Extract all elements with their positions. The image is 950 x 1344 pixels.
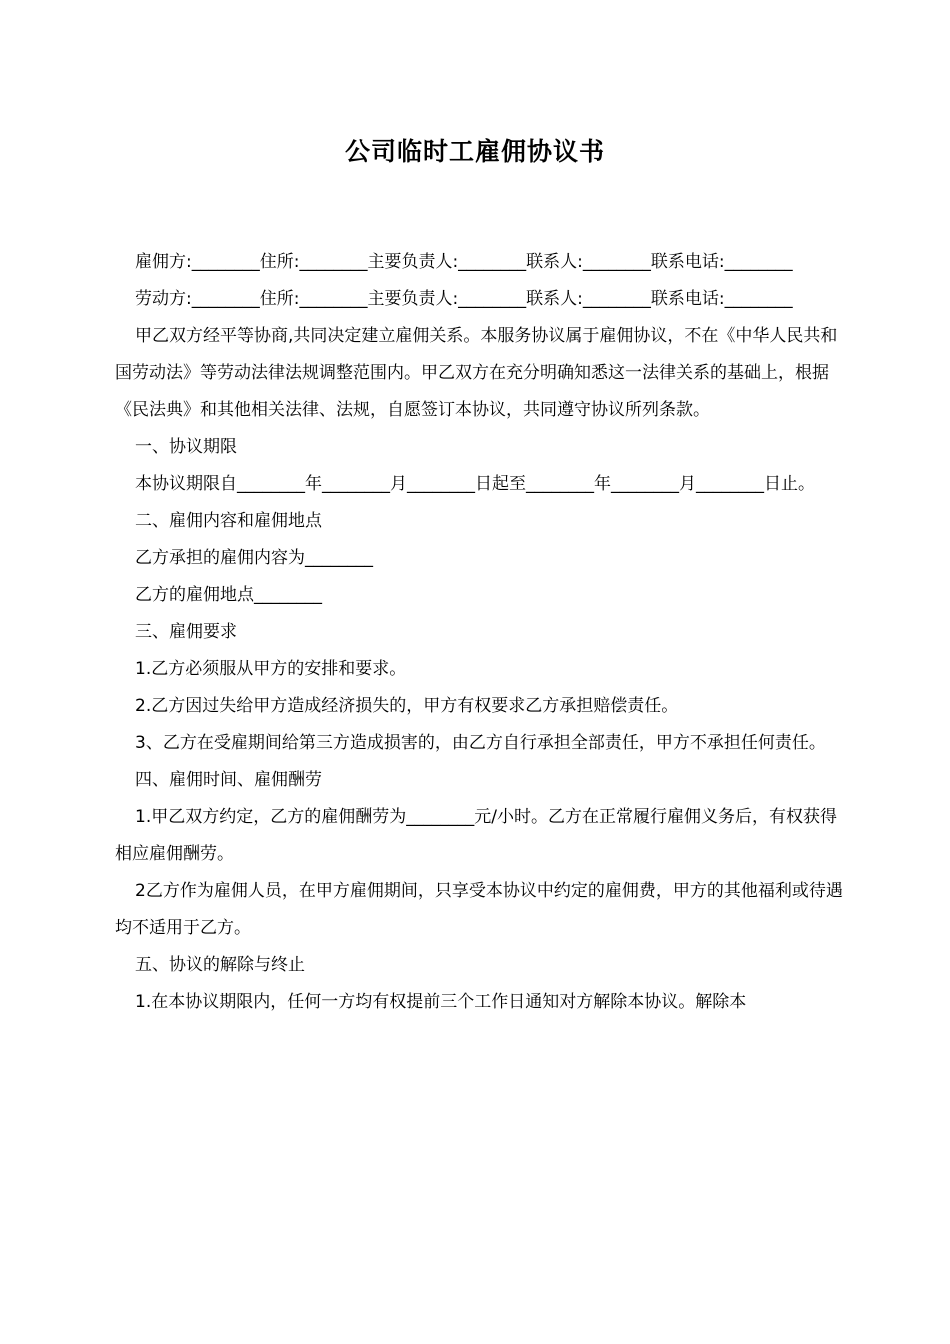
section-heading-content-location: 二、雇佣内容和雇佣地点: [135, 511, 322, 531]
section-heading-termination: 五、协议的解除与终止: [135, 955, 305, 975]
term-paragraph: 本协议期限自________年________月________日起至________年________月________日止。: [135, 474, 815, 494]
document-title: 公司临时工雇佣协议书: [344, 137, 605, 166]
requirement-item-1: 1.乙方必须服从甲方的安排和要求。: [135, 659, 407, 679]
section-heading-requirements: 三、雇佣要求: [135, 622, 237, 642]
termination-item-1: 1.在本协议期限内，任何一方均有权提前三个工作日通知对方解除本协议。解除本: [135, 992, 747, 1012]
employment-content-line: 乙方承担的雇佣内容为________: [135, 548, 373, 568]
document-body: [115, 244, 843, 1021]
requirement-item-3: 3、乙方在受雇期间给第三方造成损害的，由乙方自行承担全部责任，甲方不承担任何责任。: [135, 733, 826, 753]
employer-info-line: 雇佣方:________住所:________主要负责人:________联系人:________联系电话:________: [135, 252, 793, 272]
preamble-paragraph: 甲乙双方经平等协商,共同决定建立雇佣关系。本服务协议属于雇佣协议，不在《中华人民共和国劳动法》等劳动法律法规调整范围内。甲乙双方在充分明确知悉这一法律关系的基础上，根据《民法典》和其他相关法律、法规，自愿签订本协议，共同遵守协议所列条款。: [115, 326, 838, 420]
worker-info-line: 劳动方:________住所:________主要负责人:________联系人:________联系电话:________: [135, 289, 793, 309]
section-heading-time-pay: 四、雇佣时间、雇佣酬劳: [135, 770, 322, 790]
section-heading-term: 一、协议期限: [135, 437, 237, 457]
pay-item-1: 1.甲乙双方约定，乙方的雇佣酬劳为________元/小时。乙方在正常履行雇佣义务后，有权获得相应雇佣酬劳。: [115, 807, 837, 864]
pay-item-2: 2乙方作为雇佣人员，在甲方雇佣期间，只享受本协议中约定的雇佣费，甲方的其他福利或待遇均不适用于乙方。: [115, 881, 843, 938]
requirement-item-2: 2.乙方因过失给甲方造成经济损失的，甲方有权要求乙方承担赔偿责任。: [135, 696, 679, 716]
employment-location-line: 乙方的雇佣地点________: [135, 585, 322, 605]
